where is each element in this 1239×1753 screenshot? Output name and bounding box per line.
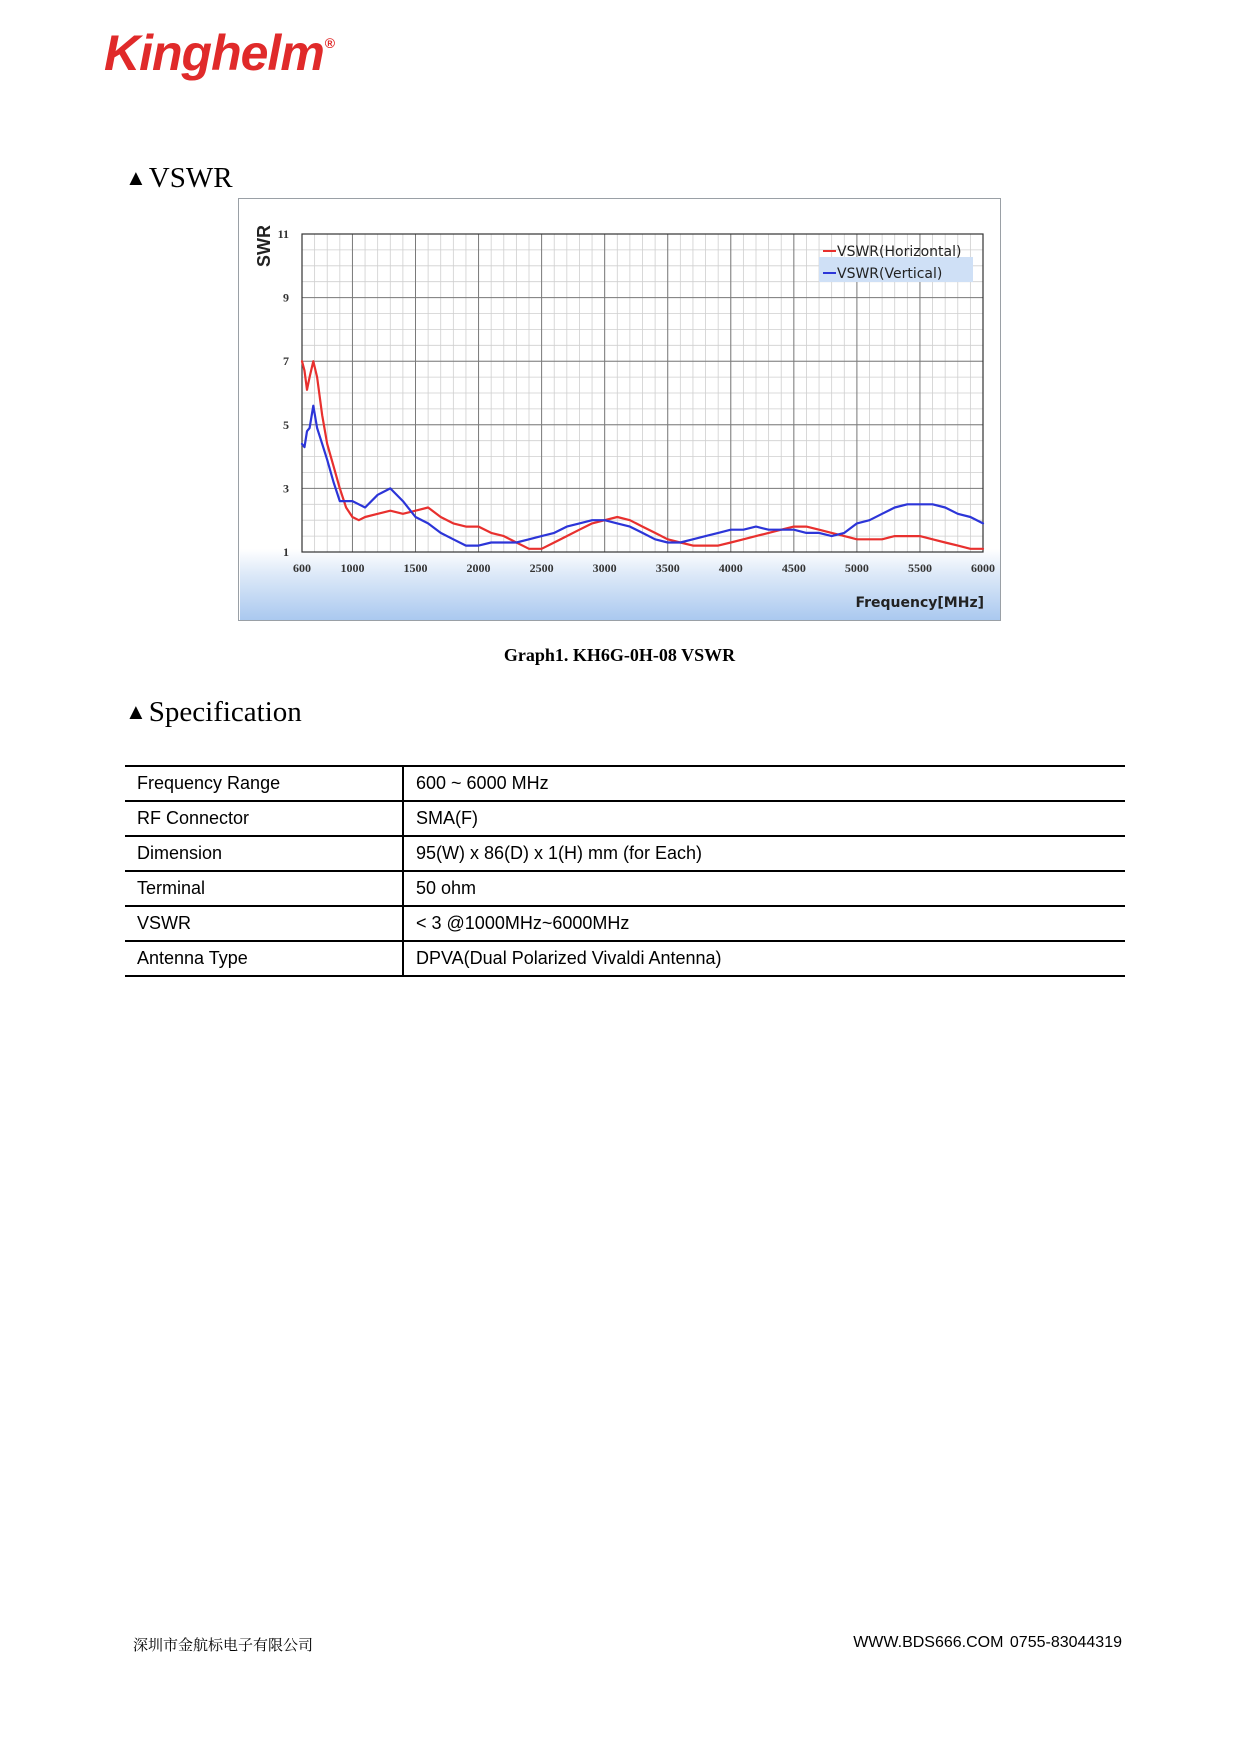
y-tick-label: 1: [283, 545, 289, 559]
footer-website: WWW.BDS666.COM: [853, 1634, 1004, 1651]
x-tick-label: 4500: [781, 561, 806, 575]
x-tick-label: 5000: [844, 561, 869, 575]
table-row: [125, 941, 1125, 976]
footer-contact: [853, 1634, 1122, 1652]
vswr-section-label: VSWR: [148, 162, 233, 194]
vswr-section-title: [125, 164, 233, 193]
x-tick-label: 6000: [971, 561, 995, 575]
spec-value: 50 ohm: [403, 871, 1125, 906]
spec-label: Frequency Range: [125, 766, 403, 801]
x-tick-label: 1000: [340, 561, 365, 575]
y-tick-label: 7: [283, 354, 289, 369]
y-tick-label: 5: [283, 417, 289, 432]
spec-value: < 3 @1000MHz~6000MHz: [403, 906, 1125, 941]
spec-section-title: [125, 698, 302, 727]
chart-legend: [819, 244, 973, 282]
x-tick-label: 3000: [592, 561, 617, 575]
registered-mark: ®: [324, 35, 335, 52]
table-row: [125, 906, 1125, 941]
spec-label: Antenna Type: [125, 941, 403, 976]
legend-label-horizontal: VSWR(Horizontal): [837, 244, 962, 260]
vswr-chart: [238, 198, 1001, 621]
x-tick-label: 600: [293, 561, 311, 575]
spec-value: 95(W) x 86(D) x 1(H) mm (for Each): [403, 836, 1125, 871]
spec-section-label: Specification: [148, 696, 302, 728]
y-tick-label: 3: [283, 481, 289, 496]
x-tick-label: 1500: [403, 561, 428, 575]
x-tick-label: 2000: [466, 561, 491, 575]
y-axis-label: SWR: [253, 225, 274, 267]
spec-value: SMA(F): [403, 801, 1125, 836]
x-tick-label: 5500: [907, 561, 932, 575]
spec-table: [125, 765, 1125, 977]
table-row: [125, 801, 1125, 836]
table-row: [125, 836, 1125, 871]
spec-label: RF Connector: [125, 801, 403, 836]
legend-label-vertical: VSWR(Vertical): [837, 266, 943, 282]
triangle-icon: ▲: [125, 165, 147, 190]
x-tick-label: 3500: [655, 561, 680, 575]
brand-name: Kinghelm: [104, 25, 324, 81]
vswr-chart-svg: [239, 199, 1001, 621]
y-tick-labels: [278, 227, 289, 559]
table-row: [125, 871, 1125, 906]
spec-value: DPVA(Dual Polarized Vivaldi Antenna): [403, 941, 1125, 976]
spec-label: Terminal: [125, 871, 403, 906]
x-tick-label: 2500: [529, 561, 554, 575]
y-tick-label: 9: [283, 290, 289, 305]
x-tick-label: 4000: [718, 561, 743, 575]
spec-label: VSWR: [125, 906, 403, 941]
x-axis-label: Frequency[MHz]: [855, 595, 984, 611]
footer-company: 深圳市金航标电子有限公司: [133, 1636, 314, 1654]
table-row: [125, 766, 1125, 801]
footer-phone: 0755-83044319: [1009, 1634, 1122, 1651]
triangle-icon: ▲: [125, 699, 147, 724]
spec-value: 600 ~ 6000 MHz: [403, 766, 1125, 801]
spec-label: Dimension: [125, 836, 403, 871]
graph-caption: Graph1. KH6G-0H-08 VSWR: [503, 645, 736, 665]
brand-logo: [104, 25, 335, 81]
y-tick-label: 11: [277, 227, 289, 241]
